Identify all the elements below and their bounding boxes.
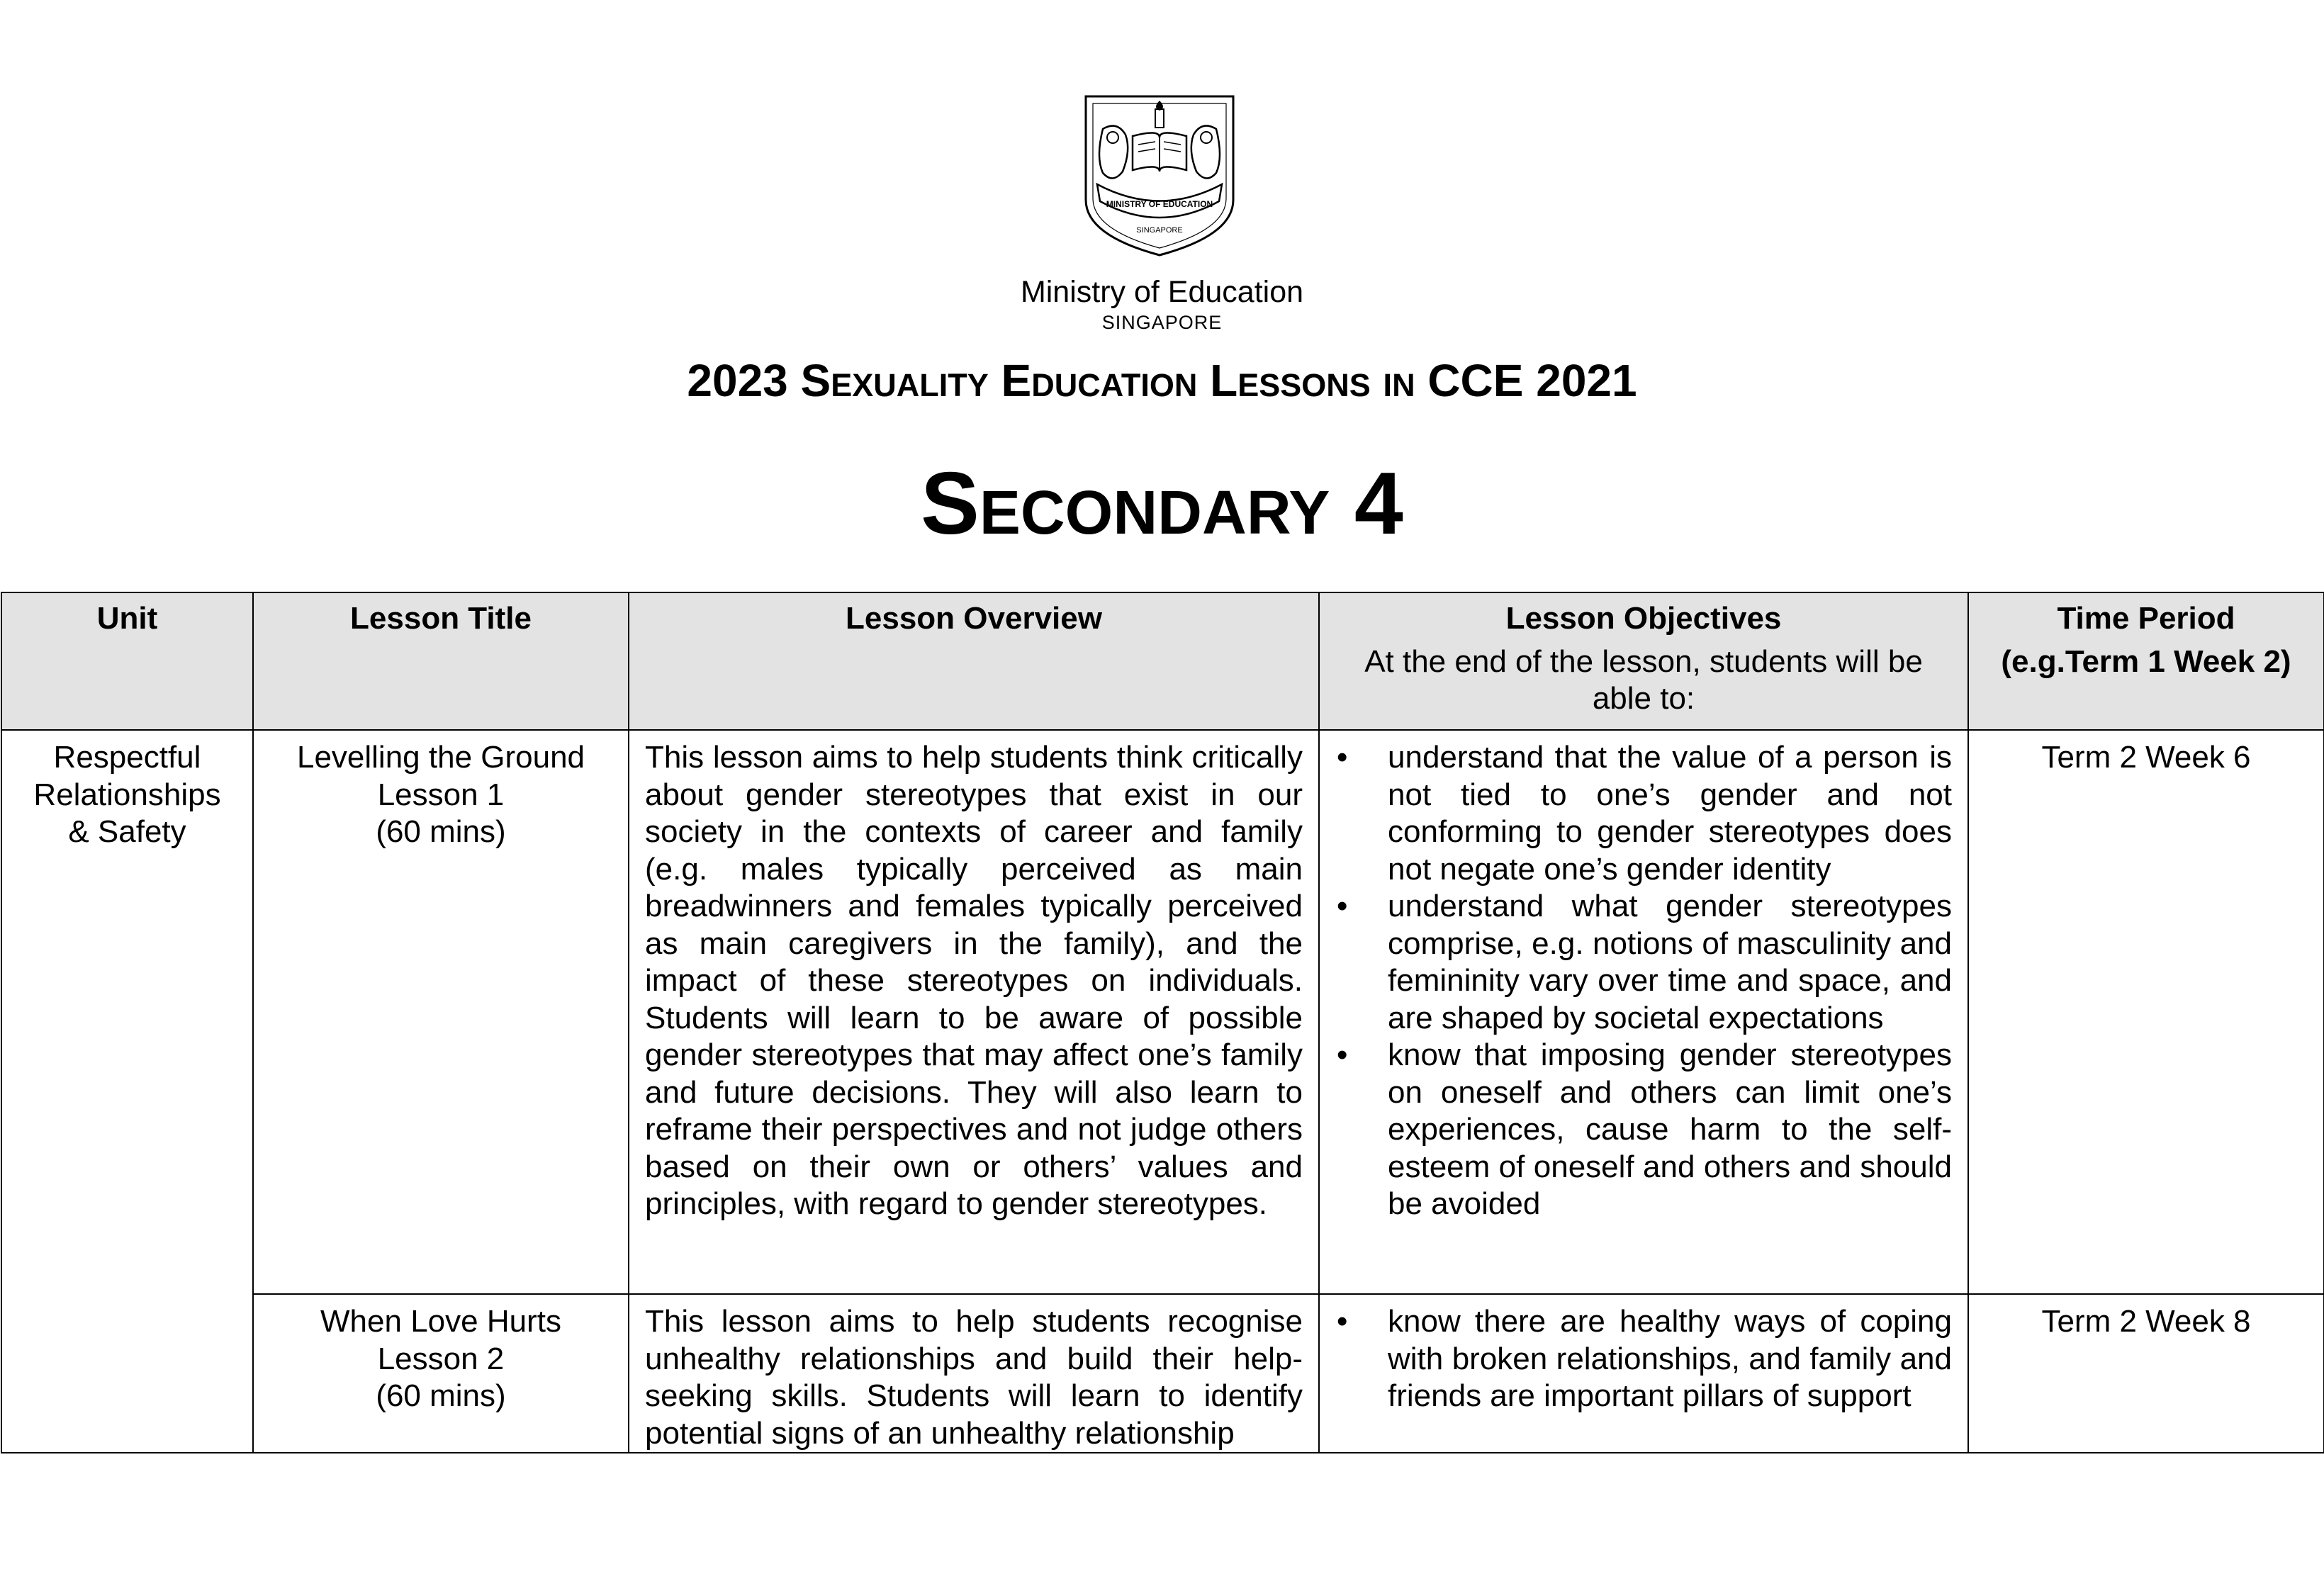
document-subtitle: Secondary 4 bbox=[921, 455, 1403, 553]
table-header-row bbox=[1, 592, 2324, 730]
unit-cell: Respectful Relationships & Safety bbox=[1, 730, 253, 1453]
table-row bbox=[1, 1294, 2324, 1453]
document-title: 2023 Sexuality Education Lessons in CCE 2021 bbox=[687, 355, 1637, 406]
lesson-overview-cell: This lesson aims to help students think critically about gender stereotypes that exist in our society in the contexts of career and family (e.g. males typically perceived as main breadwinners and females typically perceived as main caregivers in the family), and the impact of these stereotypes on individuals. Students will learn to be aware of possible gender stereotypes that may affect one’s family and future decisions. They will also learn to reframe their perspectives and not judge others based on their own or others’ values and principles, with regard to gender stereotypes. bbox=[629, 730, 1319, 1294]
ministry-crest-logo bbox=[1082, 94, 1237, 258]
header-time-period-example: (e.g.Term 1 Week 2) bbox=[2001, 643, 2291, 679]
lesson-objectives-cell bbox=[1319, 730, 1968, 1294]
lesson-title-cell: Levelling the Ground Lesson 1 (60 mins) bbox=[253, 730, 629, 1294]
lesson-title-cell: When Love Hurts Lesson 2 (60 mins) bbox=[253, 1294, 629, 1453]
header-lesson-objectives: Lesson Objectives At the end of the lesson, students will be able to: bbox=[1319, 592, 1968, 730]
objective-item: • know there are healthy ways of coping with broken relationships, and family and friends are important pillars of support bbox=[1335, 1303, 1952, 1415]
time-period-cell: Term 2 Week 8 bbox=[1968, 1294, 2324, 1453]
ministry-country: SINGAPORE bbox=[1101, 312, 1223, 333]
lessons-table bbox=[1, 592, 2324, 1453]
lesson-objectives-cell bbox=[1319, 1294, 1968, 1453]
svg-text:MINISTRY OF EDUCATION: MINISTRY OF EDUCATION bbox=[1106, 199, 1213, 209]
ministry-name: Ministry of Education bbox=[1020, 275, 1304, 309]
svg-text:SINGAPORE: SINGAPORE bbox=[1136, 226, 1183, 235]
objective-item: • know that imposing gender stereotypes on oneself and others can limit one’s experiences, cause harm to the self-esteem of oneself and others and should be avoided bbox=[1335, 1037, 1952, 1223]
objective-item: • understand that the value of a person is not tied to one’s gender and not conforming to gender stereotypes does not negate one’s gender identity bbox=[1335, 739, 1952, 888]
table-row bbox=[1, 730, 2324, 1294]
header-objectives-subtext: At the end of the lesson, students will be able to: bbox=[1364, 643, 1923, 716]
header-lesson-title: Lesson Title bbox=[253, 592, 629, 730]
header-lesson-overview: Lesson Overview bbox=[629, 592, 1319, 730]
objective-item: • understand what gender stereotypes comprise, e.g. notions of masculinity and femininity vary over time and space, and are shaped by societal expectations bbox=[1335, 888, 1952, 1037]
lesson-overview-cell: This lesson aims to help students recognise unhealthy relationships and build their help-seeking skills. Students will learn to identify potential signs of an unhealthy relationship bbox=[629, 1294, 1319, 1453]
header-time-period: Time Period (e.g.Term 1 Week 2) bbox=[1968, 592, 2324, 730]
header-unit: Unit bbox=[1, 592, 253, 730]
time-period-cell: Term 2 Week 6 bbox=[1968, 730, 2324, 1294]
